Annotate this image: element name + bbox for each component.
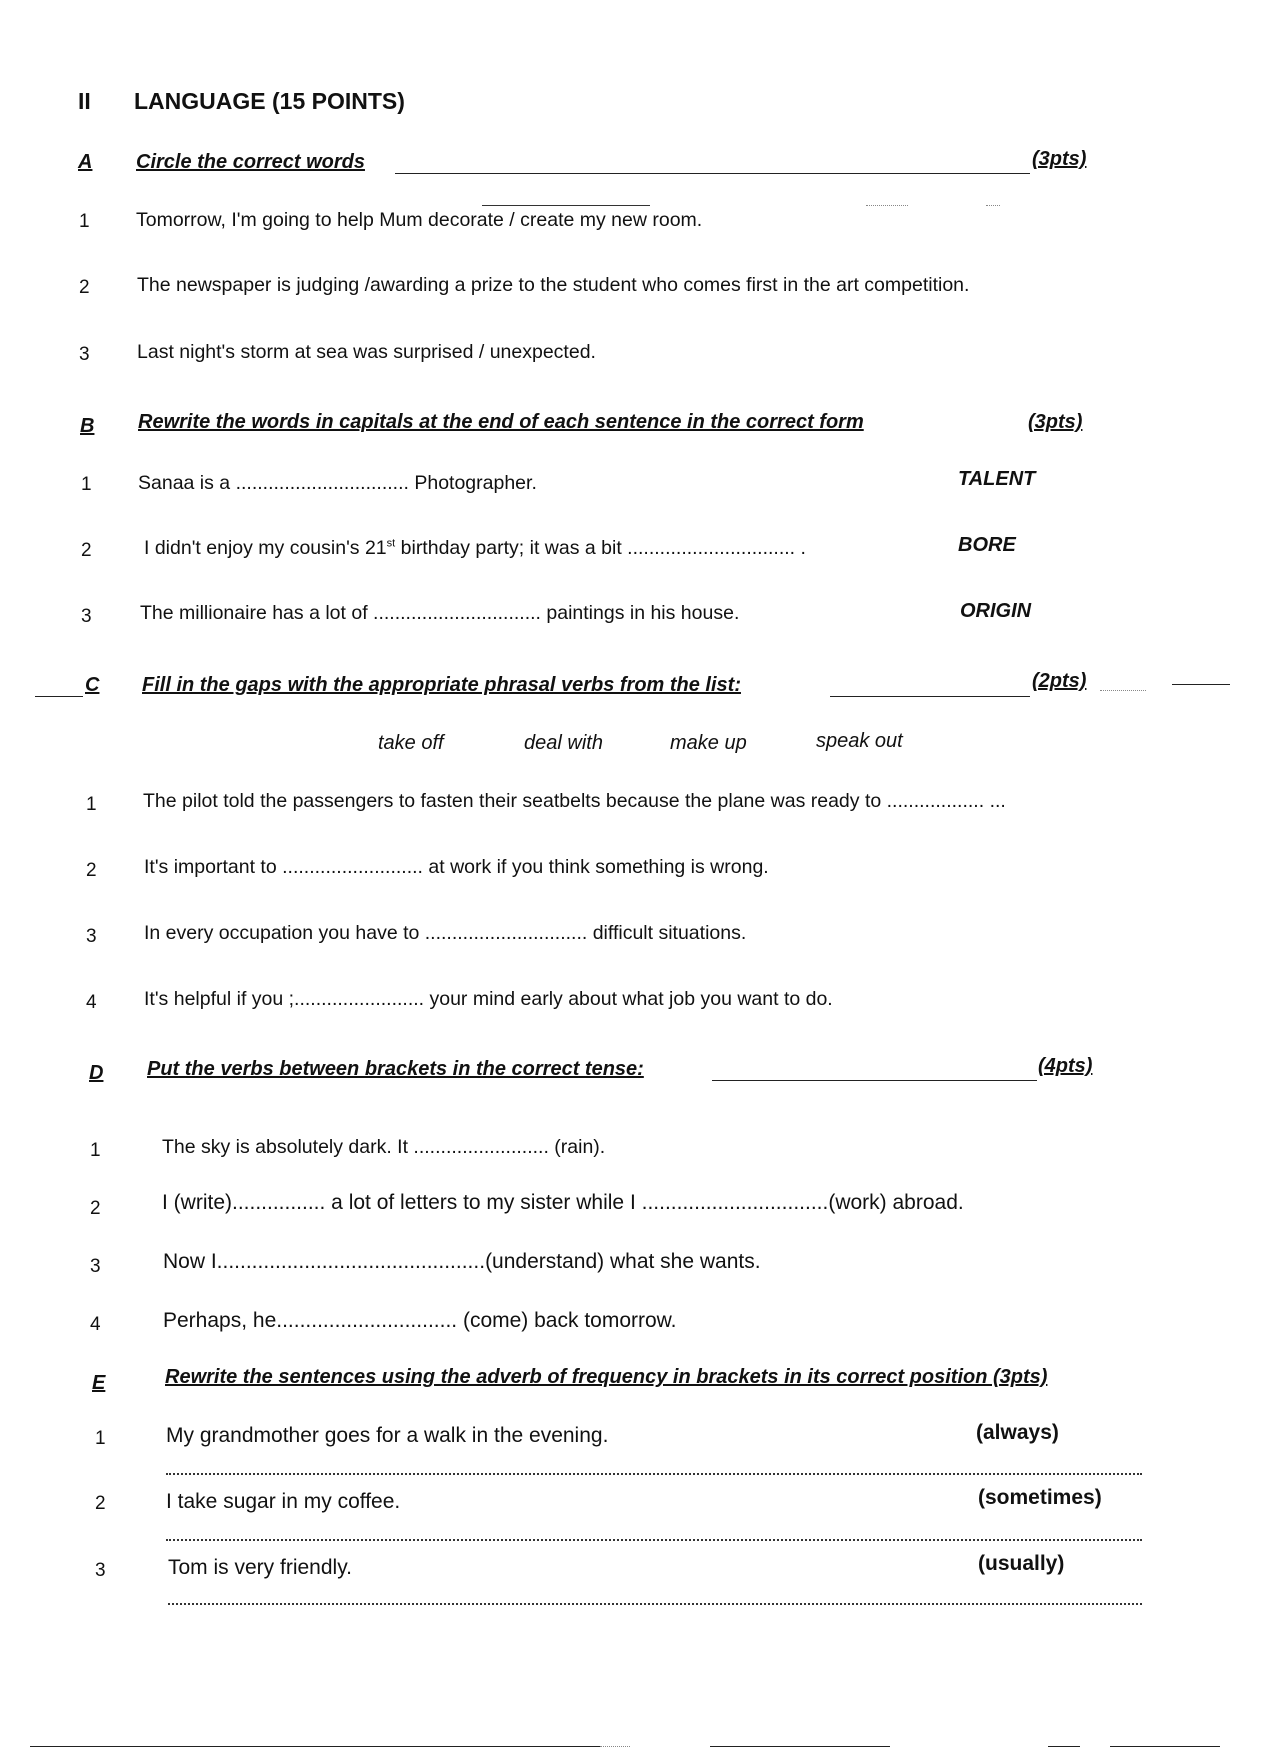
footer-rule <box>1110 1746 1220 1747</box>
capital-word: BORE <box>958 534 1016 556</box>
question-text: The sky is absolutely dark. It ......................... (rain). <box>162 1136 606 1158</box>
question-text: Sanaa is a ................................ Photographer. <box>138 472 537 494</box>
answer-line[interactable] <box>166 1539 1142 1541</box>
question-text: In every occupation you have to .............................. difficult situations. <box>144 922 747 944</box>
footer-rule <box>600 1746 630 1747</box>
section-letter: C <box>85 674 100 696</box>
question-number: 2 <box>95 1493 106 1514</box>
section-letter: E <box>92 1372 106 1394</box>
section-instruction: Rewrite the sentences using the adverb of frequency in brackets in its correct position (3pts) <box>165 1366 1048 1388</box>
question-text: I didn't enjoy my cousin's 21st birthday party; it was a bit ............................... . <box>144 537 806 559</box>
section-letter: A <box>78 151 93 173</box>
question-text: Last night's storm at sea was surprised / unexpected. <box>137 341 596 363</box>
question-text: The millionaire has a lot of ............................... paintings in his house. <box>140 602 740 624</box>
section-points: (4pts) <box>1038 1055 1093 1077</box>
answer-line[interactable] <box>168 1603 1142 1605</box>
instruction-underline <box>830 696 1030 697</box>
instruction-underline <box>712 1080 1037 1081</box>
phrasal-verb-option: speak out <box>816 730 903 752</box>
question-text: Tomorrow, I'm going to help Mum decorate / create my new room. <box>136 209 703 231</box>
part-title: LANGUAGE (15 POINTS) <box>134 88 405 114</box>
section-instruction: Put the verbs between brackets in the correct tense: <box>147 1058 644 1080</box>
question-text: It's important to .......................... at work if you think something is wrong. <box>144 856 769 878</box>
phrasal-verb-option: make up <box>670 732 747 754</box>
question-number: 4 <box>86 992 97 1013</box>
section-letter: D <box>89 1062 104 1084</box>
question-text: It's helpful if you ;........................ your mind early about what job you want to do. <box>144 988 833 1010</box>
question-number: 2 <box>86 860 97 881</box>
section-points: (2pts) <box>1032 670 1087 692</box>
footer-rule <box>30 1746 600 1747</box>
section-instruction: Rewrite the words in capitals at the end of each sentence in the correct form <box>138 411 864 433</box>
question-number: 3 <box>95 1560 106 1581</box>
phrasal-verb-option: take off <box>378 732 444 754</box>
section-instruction: Fill in the gaps with the appropriate phrasal verbs from the list: <box>142 674 741 696</box>
capital-word: TALENT <box>958 468 1036 490</box>
question-number: 3 <box>90 1256 101 1277</box>
question-number: 1 <box>79 211 90 232</box>
adverb-hint: (sometimes) <box>978 1486 1102 1509</box>
question-number: 1 <box>90 1140 101 1161</box>
question-text: Tom is very friendly. <box>168 1556 352 1579</box>
footer-rule <box>710 1746 890 1747</box>
section-points: (3pts) <box>1028 411 1083 433</box>
footer-rule <box>1048 1746 1080 1747</box>
question-number: 2 <box>79 277 90 298</box>
section-letter: B <box>80 415 95 437</box>
question-number: 3 <box>86 926 97 947</box>
question-number: 1 <box>81 474 92 495</box>
question-number: 3 <box>79 344 90 365</box>
scan-speck <box>866 205 908 206</box>
question-number: 1 <box>86 794 97 815</box>
margin-rule <box>35 696 83 697</box>
question-number: 4 <box>90 1314 101 1335</box>
instruction-underline <box>395 173 1030 174</box>
question-text: The newspaper is judging /awarding a prize to the student who comes first in the art competition. <box>137 274 970 296</box>
adverb-hint: (usually) <box>978 1552 1065 1575</box>
question-number: 3 <box>81 606 92 627</box>
phrasal-verb-option: deal with <box>524 732 603 754</box>
question-number: 1 <box>95 1428 106 1449</box>
part-roman-numeral: II <box>78 88 91 114</box>
scan-speck <box>1100 690 1146 691</box>
question-text: My grandmother goes for a walk in the evening. <box>166 1424 609 1447</box>
capital-word: ORIGIN <box>960 600 1032 622</box>
answer-line[interactable] <box>166 1473 1142 1475</box>
scan-speck <box>986 205 1000 206</box>
adverb-hint: (always) <box>976 1421 1059 1444</box>
margin-rule <box>1172 684 1230 685</box>
question-text: Perhaps, he............................... (come) back tomorrow. <box>163 1309 677 1332</box>
question-text: I (write)................ a lot of letters to my sister while I ................................(work) abroad. <box>162 1191 964 1214</box>
question-text: Now I..............................................(understand) what she wants. <box>163 1250 761 1273</box>
question-number: 2 <box>90 1198 101 1219</box>
question-text: The pilot told the passengers to fasten their seatbelts because the plane was ready to .................. ... <box>143 790 1006 812</box>
answer-overline <box>482 205 650 206</box>
question-number: 2 <box>81 540 92 561</box>
section-points: (3pts) <box>1032 148 1087 170</box>
section-instruction: Circle the correct words <box>136 151 365 173</box>
question-text: I take sugar in my coffee. <box>166 1490 401 1513</box>
